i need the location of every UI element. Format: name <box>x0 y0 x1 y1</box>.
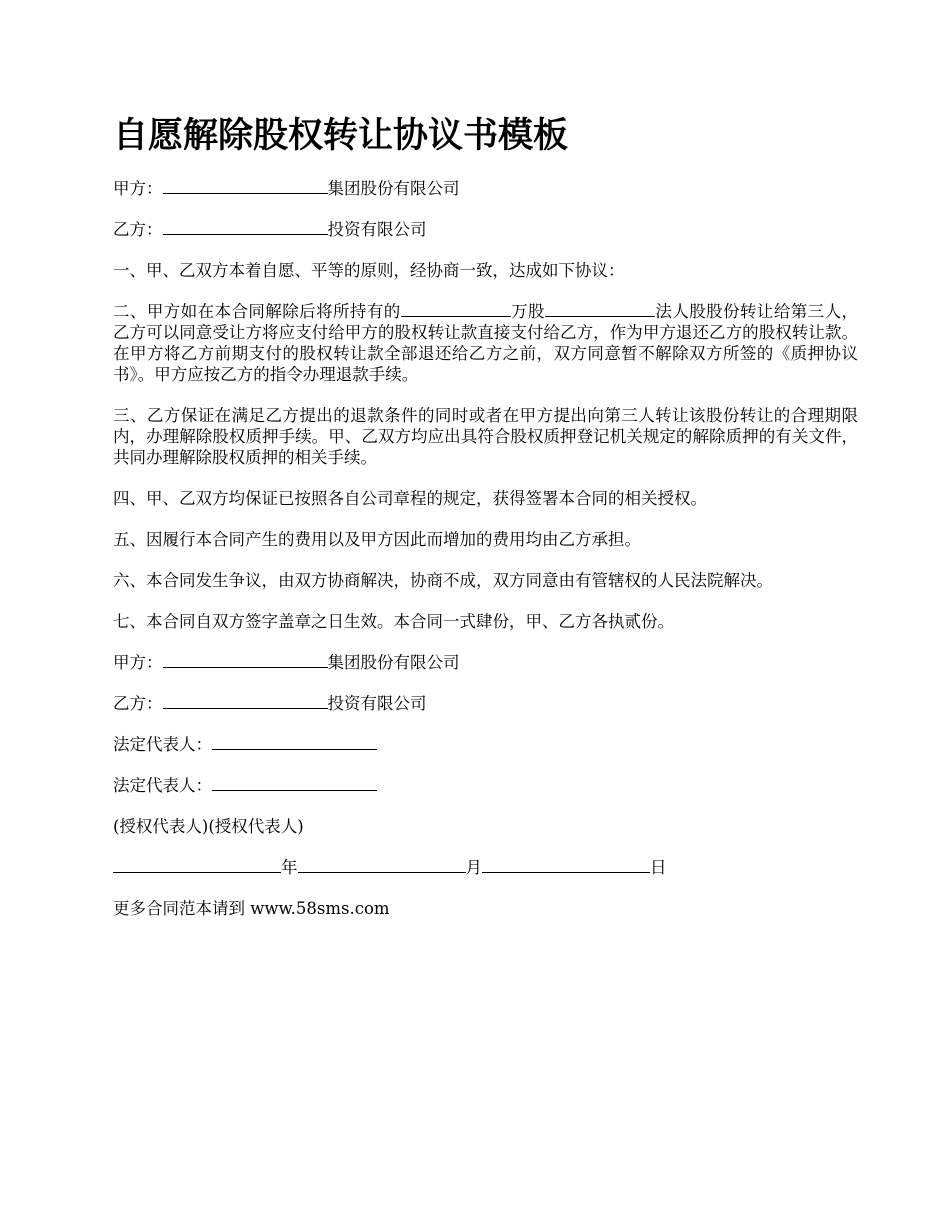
document-title: 自愿解除股权转让协议书模板 <box>113 116 569 156</box>
party-a-suffix: 集团股份有限公司 <box>327 179 460 198</box>
document-page <box>113 112 858 939</box>
signature-party-a-suffix: 集团股份有限公司 <box>327 653 460 672</box>
shares-blank <box>401 301 511 317</box>
footer-note: 更多合同范本请到 www.58sms.com <box>113 899 390 918</box>
signature-party-a-line <box>113 652 858 673</box>
clause-2-part-c: 法人股股份转让给第三人，乙方可以同意受让方将应支付给甲方的股权转让款直接支付给乙方，作为甲方退还乙方的股权转让款。在甲方将乙方前期支付的股权转让款全部退还给乙方之前，双方同意暂不解除双方所签的《质押协议书》。甲方应按乙方的指令办理退款手续。 <box>113 302 858 384</box>
month-label: 月 <box>465 858 482 877</box>
party-a-label: 甲方： <box>113 179 163 198</box>
year-label: 年 <box>281 858 298 877</box>
legal-rep-blank-1 <box>212 734 377 750</box>
day-label: 日 <box>650 858 667 877</box>
authorized-rep-line: (授权代表人)(授权代表人) <box>113 817 304 836</box>
party-a-blank <box>163 178 328 194</box>
clause-2-part-b: 万股 <box>510 302 545 321</box>
day-blank <box>482 857 650 873</box>
legal-rep-line-1 <box>113 734 858 755</box>
date-line <box>113 857 858 878</box>
party-a-line <box>113 178 858 199</box>
party-b-blank <box>163 219 328 235</box>
party-b-line <box>113 219 858 240</box>
signature-party-b-blank <box>163 693 328 709</box>
signature-party-b-label: 乙方： <box>113 694 163 713</box>
legal-rep-label-2: 法定代表人： <box>113 776 212 795</box>
year-blank <box>113 857 281 873</box>
signature-party-a-blank <box>163 652 328 668</box>
signature-party-b-line <box>113 693 858 714</box>
clause-6: 六、本合同发生争议，由双方协商解决，协商不成，双方同意由有管辖权的人民法院解决。 <box>113 571 773 590</box>
party-b-suffix: 投资有限公司 <box>327 220 427 239</box>
clause-3: 三、乙方保证在满足乙方提出的退款条件的同时或者在甲方提出向第三人转让该股份转让的合理期限内，办理解除股权质押手续。甲、乙双方均应出具符合股权质押登记机关规定的解除质押的有关文件，共同办理解除股权质押的相关手续。 <box>113 406 858 467</box>
clause-1: 一、甲、乙双方本着自愿、平等的原则，经协商一致，达成如下协议： <box>113 261 625 280</box>
signature-party-b-suffix: 投资有限公司 <box>327 694 427 713</box>
legal-rep-blank-2 <box>212 775 377 791</box>
month-blank <box>298 857 466 873</box>
party-b-label: 乙方： <box>113 220 163 239</box>
clause-5: 五、因履行本合同产生的费用以及甲方因此而增加的费用均由乙方承担。 <box>113 530 641 549</box>
clause-2 <box>113 301 858 385</box>
legal-rep-line-2 <box>113 775 858 796</box>
clause-7: 七、本合同自双方签字盖章之日生效。本合同一式肆份，甲、乙方各执贰份。 <box>113 612 674 631</box>
share-type-blank <box>545 301 655 317</box>
signature-party-a-label: 甲方： <box>113 653 163 672</box>
legal-rep-label-1: 法定代表人： <box>113 735 212 754</box>
clause-2-part-a: 二、甲方如在本合同解除后将所持有的 <box>113 302 401 321</box>
clause-4: 四、甲、乙双方均保证已按照各自公司章程的规定，获得签署本合同的相关授权。 <box>113 489 707 508</box>
